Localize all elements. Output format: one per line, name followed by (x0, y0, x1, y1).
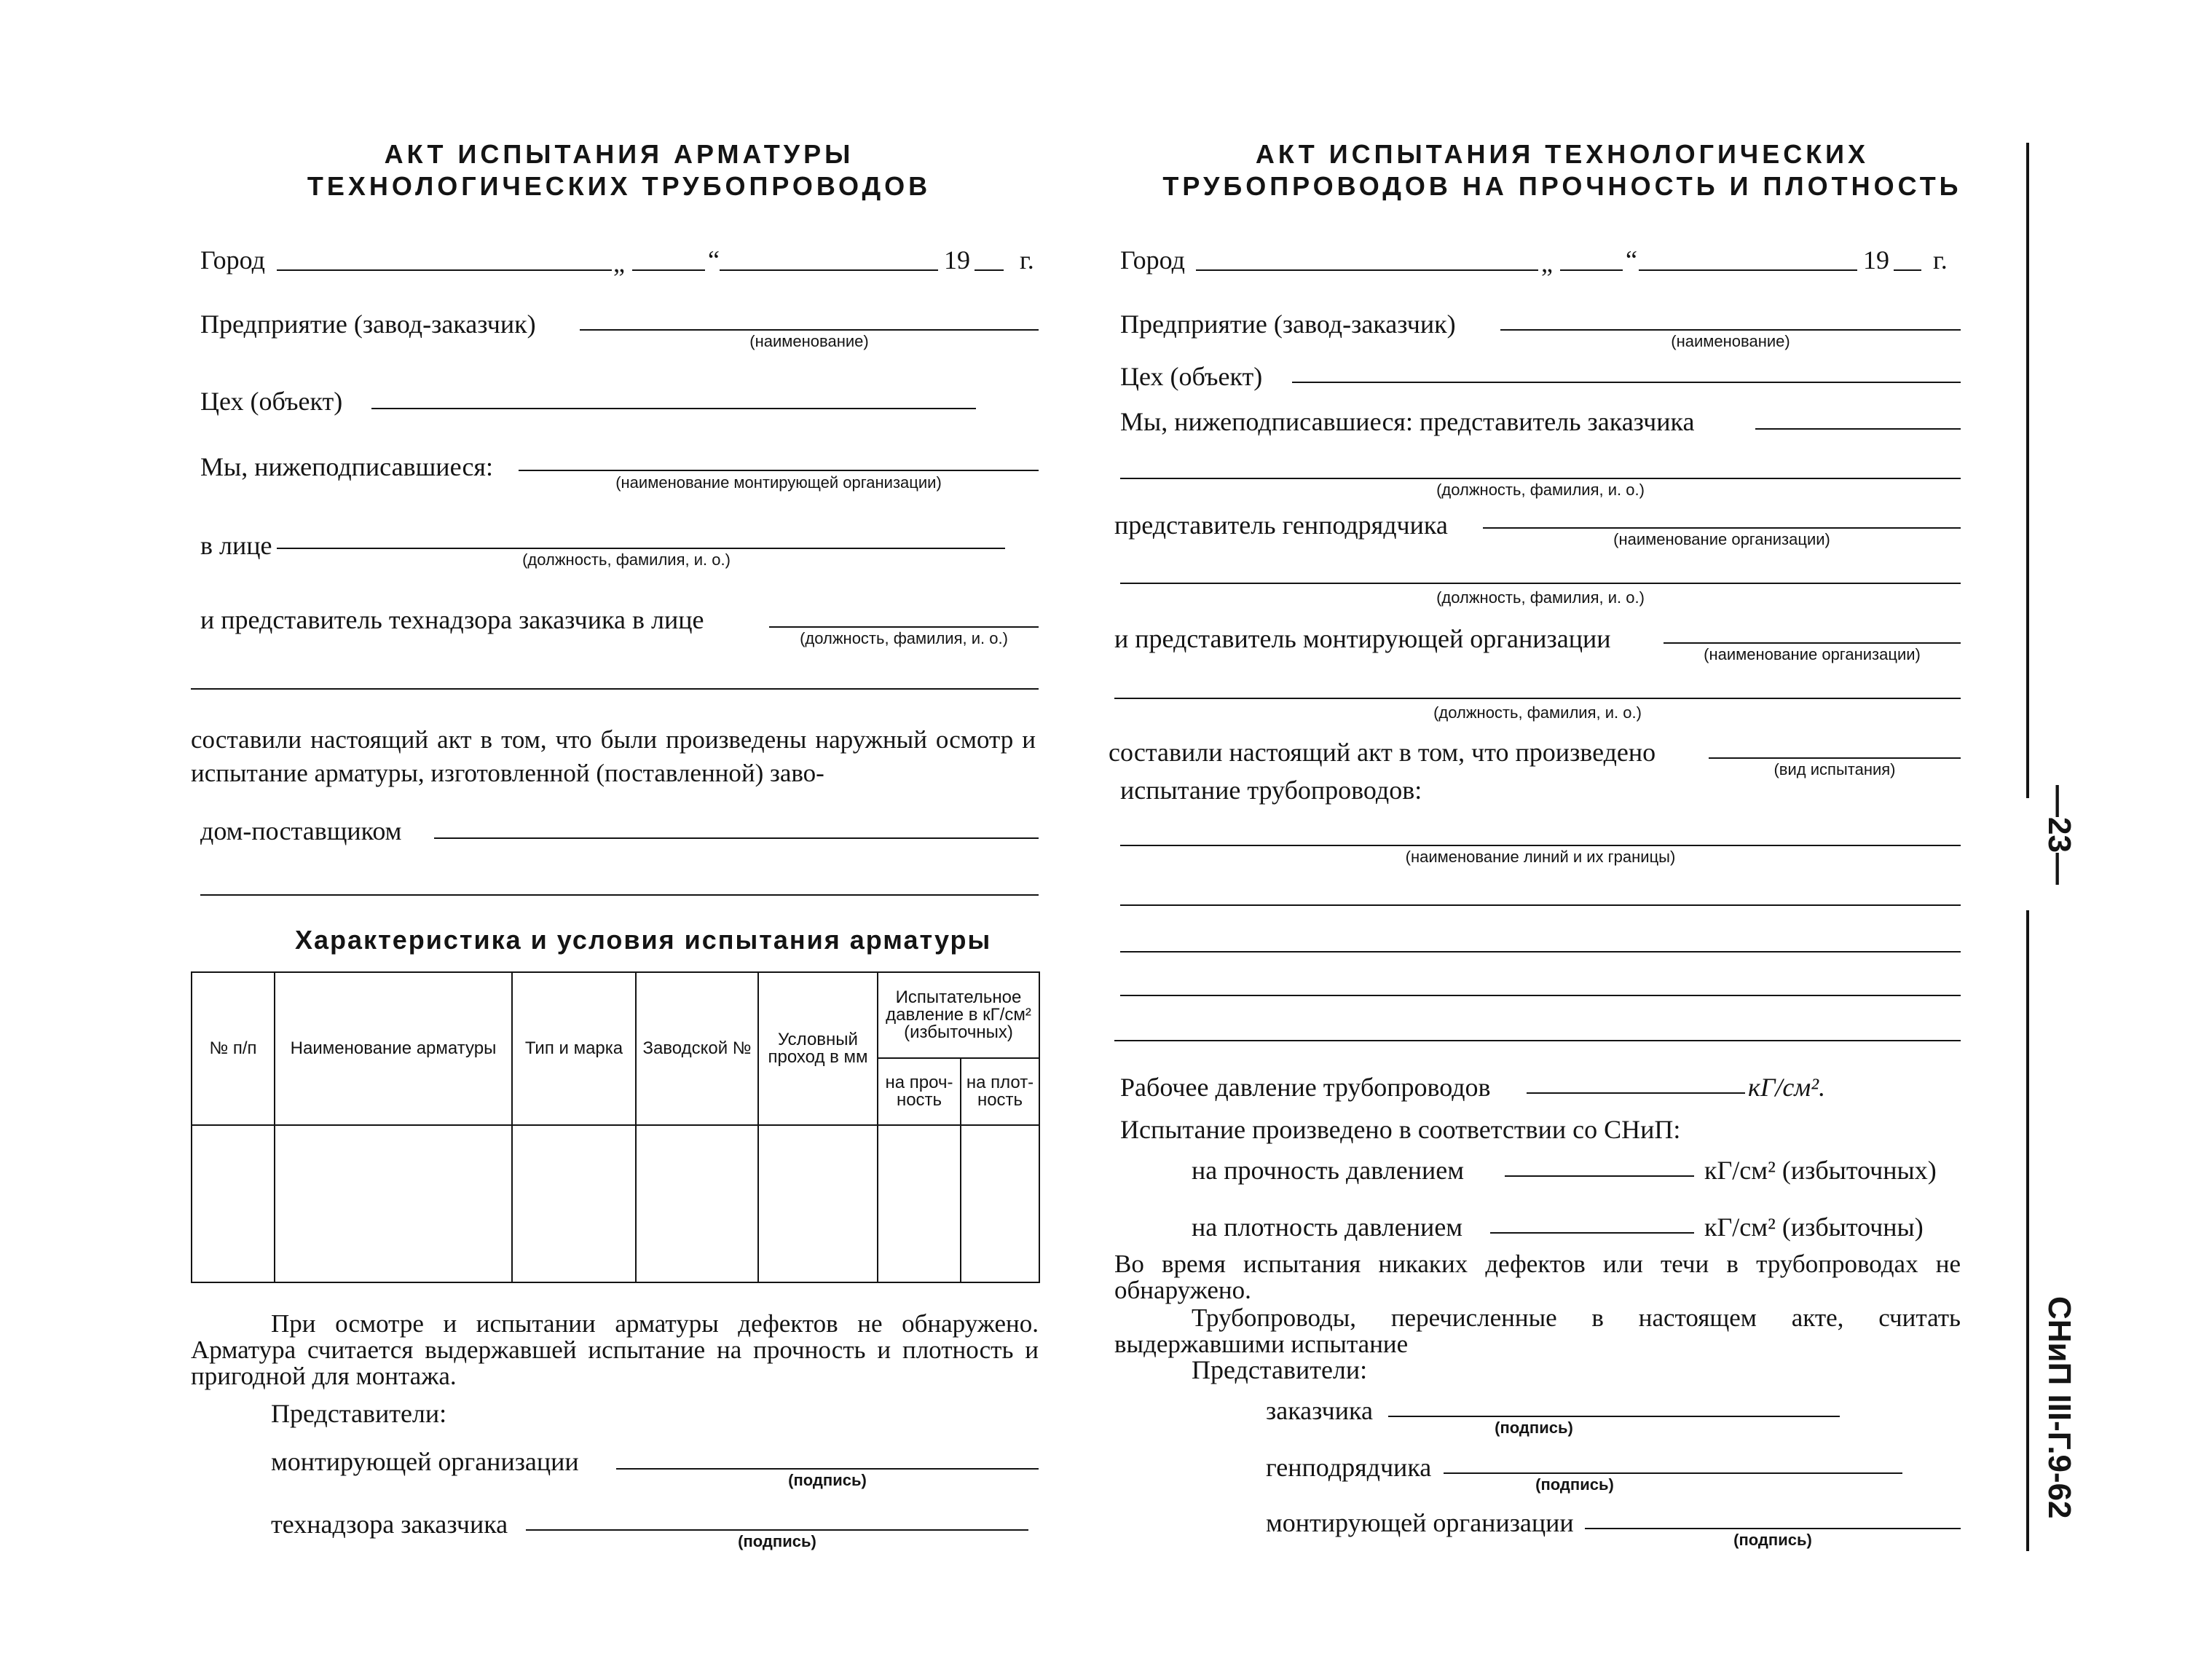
right-month-field[interactable] (1639, 269, 1857, 271)
left-title-line2: ТЕХНОЛОГИЧЕСКИХ ТРУБОПРОВОДОВ (307, 171, 932, 201)
col-name-header: Наименование арматуры (275, 972, 512, 1125)
left-supervision-label: и представитель технадзора заказчика в лице (200, 605, 704, 634)
right-density-label: на плотность давлением (1192, 1212, 1463, 1242)
right-contractor-org-field[interactable] (1483, 527, 1961, 529)
right-lines-field-1[interactable] (1120, 845, 1961, 846)
right-city-label: Город (1120, 245, 1185, 275)
table-cell[interactable] (961, 1125, 1039, 1282)
left-enterprise-field[interactable] (580, 329, 1039, 331)
table-row (192, 1125, 1039, 1282)
left-city-field[interactable] (277, 269, 612, 271)
right-undersigned-label: Мы, нижеподписавшиеся: представитель заказчика (1120, 407, 1695, 436)
left-sign1-field[interactable] (616, 1468, 1039, 1470)
left-conclusion-text: При осмотре и испытании арматуры дефектов не обнаружено. Арматура считается выдержавшей испытание на прочность и плотность и пригодной для монтажа. (191, 1309, 1039, 1390)
left-year-label: 19 (944, 245, 970, 275)
col-passage-header: Условный проход в мм (758, 972, 878, 1125)
left-enterprise-label: Предприятие (завод-заказчик) (200, 309, 536, 339)
left-sign2-label: технадзора заказчика (271, 1510, 508, 1539)
left-title-line1: АКТ ИСПЫТАНИЯ АРМАТУРЫ (384, 139, 854, 169)
right-lines-field-3[interactable] (1120, 951, 1961, 953)
right-strength-unit: кГ/см² (избыточных) (1704, 1156, 1937, 1185)
right-year-field[interactable] (1894, 269, 1921, 271)
right-date-quote-close: “ (1626, 245, 1637, 275)
right-defects-text: Во время испытания никаких дефектов или течи в трубопроводах не обнаружено. (1114, 1250, 1961, 1304)
right-sign3-field[interactable] (1585, 1528, 1961, 1529)
right-contractor-org-caption: (наименование организации) (1613, 530, 1830, 548)
right-strength-field[interactable] (1505, 1175, 1694, 1177)
left-sign2-caption: (подпись) (738, 1532, 816, 1550)
right-sign3-label: монтирующей организации (1266, 1508, 1574, 1537)
right-lines-caption: (наименование линий и их границы) (1405, 848, 1676, 866)
col-density-header: на плот-ность (961, 1058, 1039, 1125)
margin-rule-bottom (2026, 910, 2029, 1551)
right-sign1-label: заказчика (1266, 1396, 1373, 1425)
left-sign2-field[interactable] (526, 1529, 1028, 1531)
right-sign1-field[interactable] (1388, 1416, 1840, 1417)
right-sign2-label: генподрядчика (1266, 1453, 1432, 1482)
table-cell[interactable] (512, 1125, 636, 1282)
right-lines-field-4[interactable] (1120, 995, 1961, 996)
right-conclusion-text: Трубопроводы, перечисленные в настоящем акте, считать выдержавшими испытание (1114, 1304, 1961, 1358)
right-representatives-label: Представители: (1192, 1355, 1368, 1384)
right-enterprise-label: Предприятие (завод-заказчик) (1120, 309, 1456, 339)
right-contractor-label: представитель генподрядчика (1114, 510, 1448, 540)
left-year-field[interactable] (975, 269, 1004, 271)
left-enterprise-caption: (наименование) (749, 332, 869, 350)
right-lines-field-5[interactable] (1114, 1040, 1961, 1041)
col-pressure-header: Испытательное давление в кГ/см² (избыточных) (878, 972, 1039, 1058)
right-density-unit: кГ/см² (избыточны) (1704, 1212, 1924, 1242)
right-year-suffix: г. (1933, 245, 1948, 275)
right-pipelines-label: испытание трубопроводов: (1120, 776, 1422, 805)
left-supplier-field-2[interactable] (200, 894, 1039, 896)
left-sign1-caption: (подпись) (788, 1471, 867, 1489)
left-supervision-field[interactable] (769, 626, 1039, 628)
right-customer-field-2[interactable] (1120, 478, 1961, 479)
right-city-field[interactable] (1196, 269, 1538, 271)
right-shop-field[interactable] (1292, 382, 1961, 383)
left-sign1-label: монтирующей организации (271, 1447, 579, 1476)
right-test-kind-caption: (вид испытания) (1773, 760, 1896, 778)
table-cell[interactable] (878, 1125, 961, 1282)
left-undersigned-caption: (наименование монтирующей организации) (615, 473, 942, 492)
left-body-text: составили настоящий акт в том, что были произведены наружный осмотр и испытание арматуры, изготовленной (поставленной) заво- (191, 725, 1036, 787)
right-sign1-caption: (подпись) (1495, 1419, 1573, 1437)
table-cell[interactable] (636, 1125, 758, 1282)
right-date-quote-open: „ (1541, 248, 1553, 277)
left-undersigned-label: Мы, нижеподписавшиеся: (200, 452, 493, 481)
left-table-title: Характеристика и условия испытания арматуры (295, 925, 992, 955)
right-sign2-field[interactable] (1444, 1472, 1902, 1474)
right-installer-person-field[interactable] (1114, 698, 1961, 699)
right-installer-person-caption: (должность, фамилия, и. о.) (1433, 703, 1642, 722)
page-number: —23— (2042, 785, 2077, 885)
col-strength-header: на проч-ность (878, 1058, 961, 1125)
left-supplier-field[interactable] (434, 837, 1039, 839)
right-title-line2: ТРУБОПРОВОДОВ НА ПРОЧНОСТЬ И ПЛОТНОСТЬ (1162, 171, 1962, 201)
left-supervision-field-2[interactable] (191, 688, 1039, 690)
right-installer-org-caption: (наименование организации) (1704, 645, 1921, 663)
right-enterprise-field[interactable] (1500, 329, 1961, 331)
right-title-line1: АКТ ИСПЫТАНИЯ ТЕХНОЛОГИЧЕСКИХ (1255, 139, 1870, 169)
right-per-snip-label: Испытание произведено в соответствии со СНиП: (1120, 1115, 1681, 1144)
table-cell[interactable] (758, 1125, 878, 1282)
right-installer-label: и представитель монтирующей организации (1114, 624, 1611, 653)
left-representatives-label: Представители: (271, 1399, 447, 1428)
right-strength-label: на прочность давлением (1192, 1156, 1465, 1185)
left-person-label: в лице (200, 531, 272, 560)
right-sign3-caption: (подпись) (1733, 1531, 1812, 1549)
left-day-field[interactable] (632, 269, 705, 271)
left-person-caption: (должность, фамилия, и. о.) (522, 551, 731, 569)
right-sign2-caption: (подпись) (1535, 1475, 1614, 1494)
right-working-pressure-field[interactable] (1527, 1092, 1745, 1094)
left-supervision-caption: (должность, фамилия, и. о.) (800, 629, 1008, 647)
left-city-label: Город (200, 245, 265, 275)
left-shop-label: Цех (объект) (200, 387, 343, 416)
col-type-header: Тип и марка (512, 972, 636, 1125)
right-customer-field[interactable] (1755, 428, 1961, 430)
left-date-quote-open: „ (613, 248, 625, 277)
left-person-field[interactable] (277, 548, 1005, 549)
left-year-suffix: г. (1020, 245, 1034, 275)
left-valve-table (191, 971, 1040, 1283)
right-day-field[interactable] (1560, 269, 1623, 271)
left-supplier-label: дом-поставщиком (200, 816, 402, 845)
right-working-pressure-label: Рабочее давление трубопроводов (1120, 1073, 1491, 1102)
right-customer-caption: (должность, фамилия, и. о.) (1436, 481, 1645, 499)
col-factory-header: Заводской № (636, 972, 758, 1125)
right-test-kind-field[interactable] (1709, 757, 1961, 759)
right-composed-label: составили настоящий акт в том, что произведено (1109, 738, 1656, 767)
left-month-field[interactable] (720, 269, 938, 271)
table-cell[interactable] (275, 1125, 512, 1282)
right-working-pressure-unit: кГ/см². (1748, 1073, 1826, 1102)
right-enterprise-caption: (наименование) (1671, 332, 1790, 350)
right-contractor-person-field[interactable] (1120, 583, 1961, 584)
left-date-quote-close: “ (708, 245, 720, 275)
right-shop-label: Цех (объект) (1120, 362, 1263, 391)
col-no-header: № п/п (192, 972, 275, 1125)
doc-code: СНиП III-Г.9-62 (2042, 1296, 2077, 1519)
right-year-label: 19 (1863, 245, 1889, 275)
left-undersigned-field[interactable] (519, 470, 1039, 471)
table-cell[interactable] (192, 1125, 275, 1282)
right-density-field[interactable] (1490, 1232, 1694, 1234)
right-installer-org-field[interactable] (1664, 642, 1961, 644)
right-lines-field-2[interactable] (1120, 904, 1961, 906)
left-shop-field[interactable] (371, 408, 976, 409)
right-contractor-person-caption: (должность, фамилия, и. о.) (1436, 588, 1645, 607)
margin-rule-top (2026, 143, 2029, 798)
